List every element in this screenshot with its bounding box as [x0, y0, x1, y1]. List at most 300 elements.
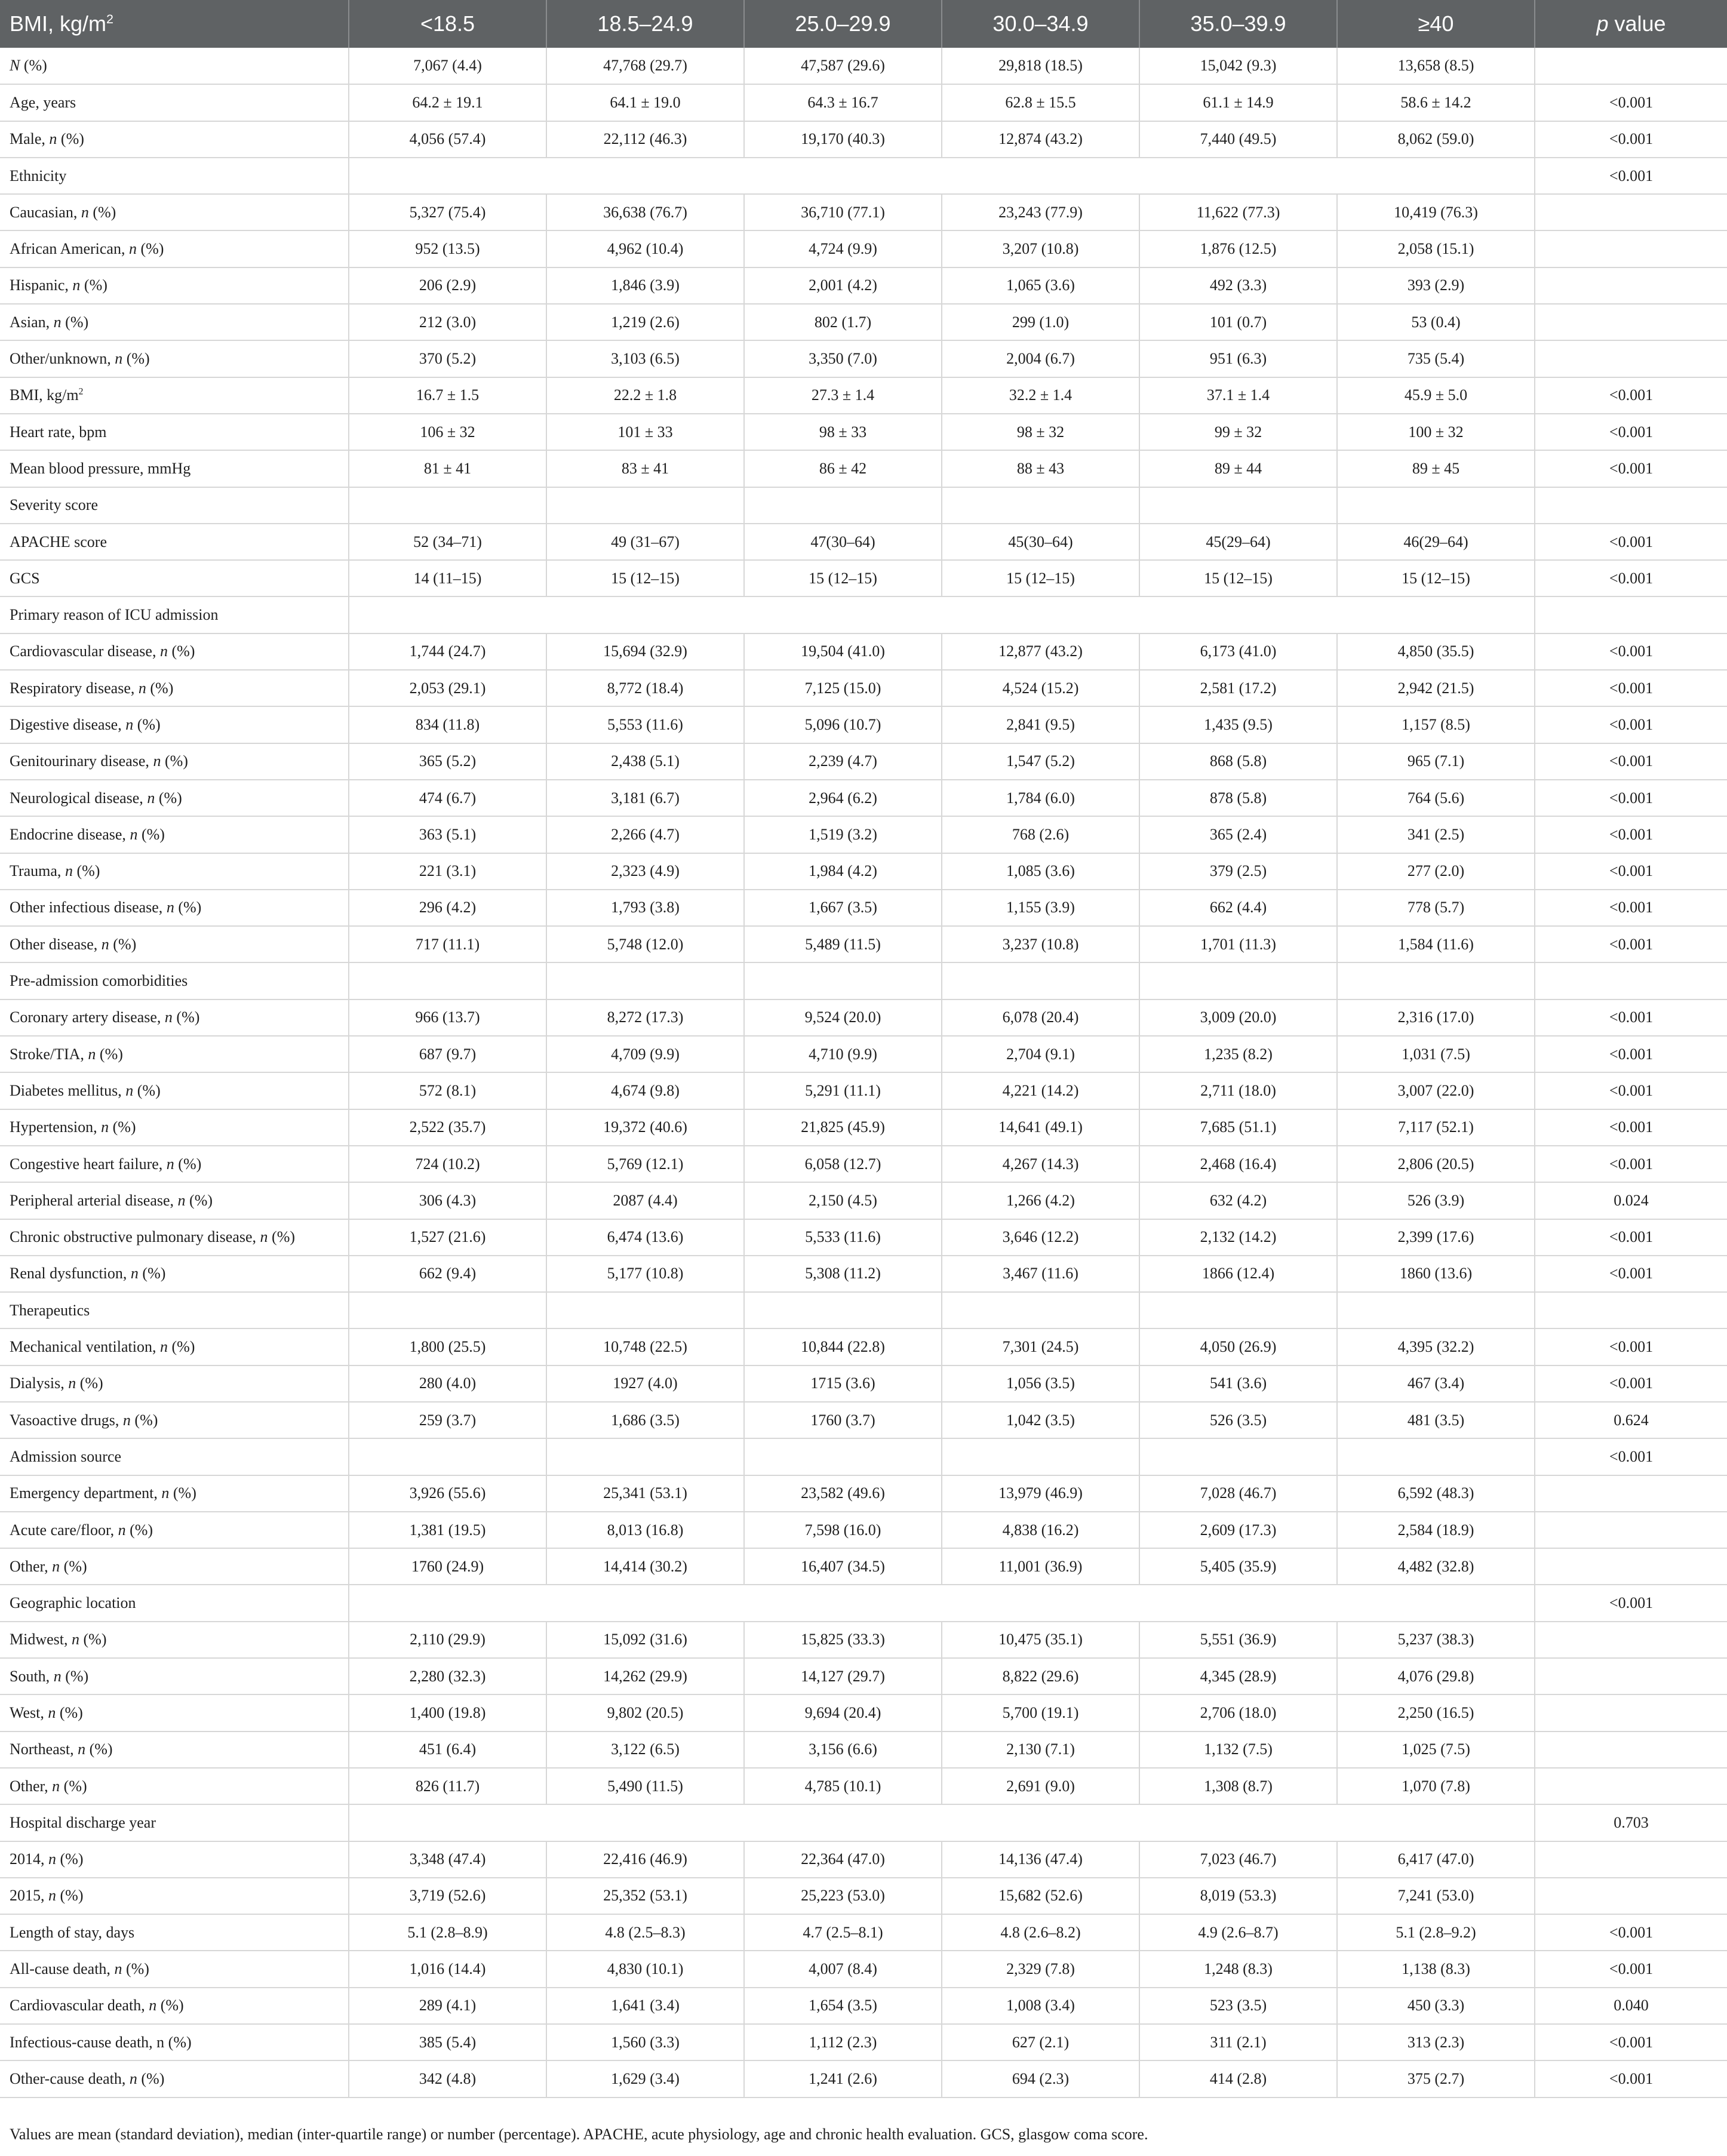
p-value-cell: <0.001: [1535, 1219, 1727, 1256]
value-cell: [942, 1438, 1139, 1475]
value-cell: 1,070 (7.8): [1337, 1768, 1535, 1804]
p-value-cell: <0.001: [1535, 1438, 1727, 1475]
p-value-cell: [1535, 1622, 1727, 1658]
value-cell: 15,694 (32.9): [546, 633, 744, 670]
value-cell: 15,092 (31.6): [546, 1622, 744, 1658]
row-label-italic: n: [48, 1887, 56, 1905]
row-label-text: Endocrine disease,: [10, 825, 130, 843]
row-label-italic: n: [118, 1521, 126, 1539]
value-cell: 1715 (3.6): [744, 1365, 942, 1402]
value-cell: [1337, 1292, 1535, 1328]
header-col-5: 35.0–39.9: [1139, 0, 1337, 48]
value-cell: 14,641 (49.1): [942, 1109, 1139, 1146]
row-label-italic: n: [166, 899, 174, 916]
row-label-suffix: (%): [57, 130, 84, 148]
row-label: [0, 194, 349, 230]
table-row: [0, 414, 1727, 450]
row-label: [0, 450, 349, 487]
value-cell: 7,598 (16.0): [744, 1512, 942, 1548]
value-cell: 365 (2.4): [1139, 816, 1337, 853]
row-label: [0, 1109, 349, 1146]
value-cell: [1139, 487, 1337, 524]
row-label-suffix: (%): [109, 1118, 136, 1136]
value-cell: 7,440 (49.5): [1139, 121, 1337, 158]
value-cell: [546, 1292, 744, 1328]
value-cell: 627 (2.1): [942, 2024, 1139, 2060]
table-row: [0, 2024, 1727, 2060]
value-cell: 13,658 (8.5): [1337, 48, 1535, 84]
value-cell: 14,136 (47.4): [942, 1841, 1139, 1878]
row-label-text: Pre-admission comorbidities: [10, 972, 188, 990]
value-cell: 2,239 (4.7): [744, 743, 942, 780]
value-cell: 764 (5.6): [1337, 780, 1535, 816]
value-cell: 6,058 (12.7): [744, 1146, 942, 1182]
row-label-suffix: (%): [79, 1631, 107, 1648]
header-col-3: 25.0–29.9: [744, 0, 942, 48]
value-cell: 2,329 (7.8): [942, 1951, 1139, 1987]
table-row: [0, 1622, 1727, 1658]
value-cell: 206 (2.9): [349, 267, 546, 304]
section-row: [0, 1804, 1727, 1841]
value-cell: 2,001 (4.2): [744, 267, 942, 304]
value-cell: 3,926 (55.6): [349, 1475, 546, 1512]
value-cell: 3,181 (6.7): [546, 780, 744, 816]
value-cell: 2,058 (15.1): [1337, 230, 1535, 267]
row-label: [0, 743, 349, 780]
value-cell: 5,489 (11.5): [744, 926, 942, 962]
value-cell: 4,056 (57.4): [349, 121, 546, 158]
row-label-text: Acute care/floor,: [10, 1521, 118, 1539]
value-cell: 1,266 (4.2): [942, 1182, 1139, 1219]
row-label: [0, 267, 349, 304]
value-cell: 19,504 (41.0): [744, 633, 942, 670]
p-value-cell: [1535, 194, 1727, 230]
row-label-italic: n: [166, 1155, 174, 1173]
value-cell: 1927 (4.0): [546, 1365, 744, 1402]
value-cell: 768 (2.6): [942, 816, 1139, 853]
value-cell: [942, 487, 1139, 524]
row-label-suffix: (%): [56, 1850, 84, 1868]
table-row: [0, 121, 1727, 158]
value-cell: 2,581 (17.2): [1139, 670, 1337, 706]
row-label-text: Vasoactive drugs,: [10, 1411, 123, 1429]
row-label-italic: n: [53, 1667, 62, 1685]
value-cell: 1,876 (12.5): [1139, 230, 1337, 267]
value-cell: 492 (3.3): [1139, 267, 1337, 304]
row-label-text: Severity score: [10, 496, 99, 514]
row-label-italic: N: [10, 57, 20, 75]
value-cell: 1,654 (3.5): [744, 1988, 942, 2024]
value-cell: 1,381 (19.5): [349, 1512, 546, 1548]
value-cell: 64.3 ± 16.7: [744, 84, 942, 121]
row-label-text: Digestive disease,: [10, 715, 126, 733]
value-cell: 36,638 (76.7): [546, 194, 744, 230]
p-value-cell: [1535, 1731, 1727, 1768]
p-value-cell: [1535, 962, 1727, 999]
row-label: [0, 1182, 349, 1219]
row-label: [0, 2060, 349, 2097]
table-row: [0, 84, 1727, 121]
value-cell: 1,065 (3.6): [942, 267, 1139, 304]
p-value-cell: <0.001: [1535, 706, 1727, 743]
value-cell: 1,308 (8.7): [1139, 1768, 1337, 1804]
p-value-cell: <0.001: [1535, 414, 1727, 450]
value-cell: 47(30–64): [744, 524, 942, 560]
value-cell: 1,219 (2.6): [546, 304, 744, 340]
row-label-italic: n: [128, 240, 137, 258]
value-cell: 11,622 (77.3): [1139, 194, 1337, 230]
row-label-italic: n: [159, 1338, 168, 1356]
p-value-cell: <0.001: [1535, 670, 1727, 706]
value-cell: 106 ± 32: [349, 414, 546, 450]
table-row: [0, 230, 1727, 267]
row-label-text: All-cause death,: [10, 1960, 115, 1978]
value-cell: 2,130 (7.1): [942, 1731, 1139, 1768]
p-value-cell: <0.001: [1535, 1146, 1727, 1182]
row-label-text: African American,: [10, 240, 129, 258]
row-label: [0, 1768, 349, 1804]
row-label-suffix: (%): [88, 203, 116, 221]
value-cell: 467 (3.4): [1337, 1365, 1535, 1402]
row-label-sup: 2: [78, 386, 84, 397]
row-label-italic: n: [130, 825, 138, 843]
value-cell: 22,364 (47.0): [744, 1841, 942, 1878]
row-label-suffix: (%): [80, 276, 107, 294]
row-label-suffix: (%): [156, 1997, 184, 2014]
value-cell: 36,710 (77.1): [744, 194, 942, 230]
row-label: [0, 999, 349, 1036]
row-label-suffix: (%): [125, 1521, 153, 1539]
row-label-suffix: (%): [96, 1045, 123, 1063]
value-cell: 4,830 (10.1): [546, 1951, 744, 1987]
value-cell: 2,150 (4.5): [744, 1182, 942, 1219]
table-row: [0, 1914, 1727, 1951]
row-label: [0, 1402, 349, 1438]
row-label-italic: n: [130, 1265, 139, 1282]
table-row: [0, 1182, 1727, 1219]
value-cell: 1,641 (3.4): [546, 1988, 744, 2024]
row-label-text: Heart rate, bpm: [10, 423, 107, 441]
row-label: [0, 121, 349, 158]
value-cell: 98 ± 33: [744, 414, 942, 450]
row-label-text: Cardiovascular death,: [10, 1997, 149, 2014]
merged-empty-cell: [349, 1585, 1535, 1621]
value-cell: 5.1 (2.8–9.2): [1337, 1914, 1535, 1951]
row-label-text: Northeast,: [10, 1740, 78, 1758]
value-cell: 3,646 (12.2): [942, 1219, 1139, 1256]
table-row: [0, 1548, 1727, 1585]
table-row: [0, 1402, 1727, 1438]
value-cell: 1,435 (9.5): [1139, 706, 1337, 743]
table-row: [0, 743, 1727, 780]
table-row: [0, 1219, 1727, 1256]
value-cell: 5,551 (36.9): [1139, 1622, 1337, 1658]
row-label-italic: n: [164, 1008, 173, 1026]
value-cell: 5,237 (38.3): [1337, 1622, 1535, 1658]
value-cell: 6,173 (41.0): [1139, 633, 1337, 670]
row-label-text: Length of stay, days: [10, 1923, 135, 1941]
value-cell: [744, 1438, 942, 1475]
header-p-value: [1535, 0, 1727, 48]
value-cell: 2,964 (6.2): [744, 780, 942, 816]
row-label-italic: n: [260, 1228, 268, 1246]
p-value-cell: [1535, 340, 1727, 377]
row-label: [0, 1072, 349, 1109]
value-cell: 5,533 (11.6): [744, 1219, 942, 1256]
value-cell: 632 (4.2): [1139, 1182, 1337, 1219]
p-value-cell: [1535, 1292, 1727, 1328]
p-value-cell: <0.001: [1535, 926, 1727, 962]
value-cell: 15 (12–15): [942, 560, 1139, 596]
table-row: [0, 780, 1727, 816]
row-label: [0, 377, 349, 414]
value-cell: 52 (34–71): [349, 524, 546, 560]
value-cell: 1,793 (3.8): [546, 890, 744, 926]
row-label: [0, 1292, 349, 1328]
value-cell: 25,352 (53.1): [546, 1878, 744, 1914]
table-footnote: Values are mean (standard deviation), median (inter-quartile range) or number (percentage). APACHE, acute physiology, age and chronic health evaluation. GCS, glasgow coma score.: [10, 2126, 1148, 2143]
value-cell: 16,407 (34.5): [744, 1548, 942, 1585]
row-label-italic: n: [125, 1081, 134, 1099]
value-cell: 88 ± 43: [942, 450, 1139, 487]
row-label-suffix: (%): [155, 789, 182, 807]
value-cell: 6,592 (48.3): [1337, 1475, 1535, 1512]
p-value-cell: <0.001: [1535, 743, 1727, 780]
row-label-italic: n: [52, 1777, 60, 1795]
value-cell: 4,267 (14.3): [942, 1146, 1139, 1182]
value-cell: 735 (5.4): [1337, 340, 1535, 377]
p-value-cell: <0.001: [1535, 121, 1727, 158]
p-value-cell: [1535, 1768, 1727, 1804]
table-row: [0, 267, 1727, 304]
value-cell: 1,008 (3.4): [942, 1988, 1139, 2024]
value-cell: 23,243 (77.9): [942, 194, 1139, 230]
header-bmi-text: BMI, kg/m: [10, 11, 107, 36]
value-cell: 414 (2.8): [1139, 2060, 1337, 2097]
value-cell: [744, 487, 942, 524]
value-cell: 2,316 (17.0): [1337, 999, 1535, 1036]
row-label-text: Coronary artery disease,: [10, 1008, 165, 1026]
row-label-text: Admission source: [10, 1447, 122, 1465]
table-row: [0, 194, 1727, 230]
row-label-suffix: (%): [138, 1265, 166, 1282]
value-cell: 19,372 (40.6): [546, 1109, 744, 1146]
header-col-2: 18.5–24.9: [546, 0, 744, 48]
row-label: [0, 48, 349, 84]
value-cell: 1,235 (8.2): [1139, 1036, 1337, 1072]
value-cell: 10,419 (76.3): [1337, 194, 1535, 230]
value-cell: 45(30–64): [942, 524, 1139, 560]
row-label-suffix: (%): [174, 899, 202, 916]
row-label-text: Therapeutics: [10, 1301, 90, 1319]
row-label-suffix: (%): [72, 862, 100, 880]
value-cell: 7,241 (53.0): [1337, 1878, 1535, 1914]
row-label: [0, 414, 349, 450]
value-cell: 5,405 (35.9): [1139, 1548, 1337, 1585]
table-row: [0, 890, 1727, 926]
value-cell: 37.1 ± 1.4: [1139, 377, 1337, 414]
row-label: [0, 1438, 349, 1475]
value-cell: 1,701 (11.3): [1139, 926, 1337, 962]
p-value-cell: 0.703: [1535, 1804, 1727, 1841]
value-cell: 834 (11.8): [349, 706, 546, 743]
value-cell: [349, 962, 546, 999]
p-value-cell: <0.001: [1535, 560, 1727, 596]
row-label-text: West,: [10, 1704, 48, 1721]
value-cell: 526 (3.5): [1139, 1402, 1337, 1438]
value-cell: 363 (5.1): [349, 816, 546, 853]
row-label: [0, 1658, 349, 1694]
row-label: [0, 1256, 349, 1292]
row-label: [0, 670, 349, 706]
value-cell: 966 (13.7): [349, 999, 546, 1036]
value-cell: 451 (6.4): [349, 1731, 546, 1768]
table-row: [0, 1256, 1727, 1292]
p-value-cell: [1535, 48, 1727, 84]
row-label-italic: n: [177, 1191, 186, 1209]
table-row: [0, 1475, 1727, 1512]
value-cell: 1860 (13.6): [1337, 1256, 1535, 1292]
row-label: [0, 1328, 349, 1365]
p-value-cell: <0.001: [1535, 633, 1727, 670]
table-row: [0, 1768, 1727, 1804]
value-cell: 101 ± 33: [546, 414, 744, 450]
row-label-suffix: (%): [161, 752, 188, 770]
header-p-italic: p: [1596, 11, 1609, 36]
value-cell: 694 (2.3): [942, 2060, 1139, 2097]
row-label-text: Stroke/TIA,: [10, 1045, 88, 1063]
table-row: [0, 1694, 1727, 1731]
row-label-suffix: (%): [172, 1008, 200, 1026]
value-cell: 46(29–64): [1337, 524, 1535, 560]
value-cell: 2,250 (16.5): [1337, 1694, 1535, 1731]
value-cell: 22.2 ± 1.8: [546, 377, 744, 414]
row-label: [0, 560, 349, 596]
value-cell: 4,524 (15.2): [942, 670, 1139, 706]
value-cell: 9,524 (20.0): [744, 999, 942, 1036]
row-label-suffix: (%): [167, 1338, 195, 1356]
row-label-text: Mechanical ventilation,: [10, 1338, 160, 1356]
value-cell: 474 (6.7): [349, 780, 546, 816]
value-cell: [1139, 962, 1337, 999]
p-value-cell: [1535, 267, 1727, 304]
value-cell: 2,266 (4.7): [546, 816, 744, 853]
row-label: [0, 158, 349, 194]
merged-empty-cell: [349, 158, 1535, 194]
p-value-cell: <0.001: [1535, 1914, 1727, 1951]
value-cell: 7,125 (15.0): [744, 670, 942, 706]
value-cell: 1,138 (8.3): [1337, 1951, 1535, 1987]
value-cell: 1,016 (14.4): [349, 1951, 546, 1987]
value-cell: 5,490 (11.5): [546, 1768, 744, 1804]
row-label-italic: n: [101, 1118, 109, 1136]
row-label-italic: n: [81, 203, 89, 221]
value-cell: 1,085 (3.6): [942, 853, 1139, 890]
value-cell: 9,694 (20.4): [744, 1694, 942, 1731]
row-label: [0, 962, 349, 999]
row-label-text: Midwest,: [10, 1631, 72, 1648]
row-label: [0, 304, 349, 340]
value-cell: 15 (12–15): [1139, 560, 1337, 596]
p-value-cell: <0.001: [1535, 1109, 1727, 1146]
value-cell: 365 (5.2): [349, 743, 546, 780]
header-bmi-sup: 2: [106, 11, 114, 26]
row-label-text: APACHE score: [10, 533, 107, 550]
row-label: [0, 1146, 349, 1182]
row-label-text: GCS: [10, 569, 40, 587]
p-value-cell: [1535, 1548, 1727, 1585]
value-cell: 1760 (3.7): [744, 1402, 942, 1438]
value-cell: 481 (3.5): [1337, 1402, 1535, 1438]
value-cell: 306 (4.3): [349, 1182, 546, 1219]
row-label-text: Other/unknown,: [10, 350, 115, 368]
row-label: [0, 1585, 349, 1621]
row-label-suffix: (%): [137, 825, 165, 843]
value-cell: 45.9 ± 5.0: [1337, 377, 1535, 414]
row-label-italic: n: [122, 1411, 131, 1429]
value-cell: 2087 (4.4): [546, 1182, 744, 1219]
value-cell: [1139, 1292, 1337, 1328]
value-cell: 4,709 (9.9): [546, 1036, 744, 1072]
value-cell: 4,962 (10.4): [546, 230, 744, 267]
value-cell: 1,248 (8.3): [1139, 1951, 1337, 1987]
value-cell: 22,112 (46.3): [546, 121, 744, 158]
row-label: [0, 1841, 349, 1878]
row-label-italic: n: [125, 715, 134, 733]
row-label-suffix: (%): [56, 1887, 84, 1905]
table-row: [0, 377, 1727, 414]
value-cell: 1,784 (6.0): [942, 780, 1139, 816]
row-label: [0, 706, 349, 743]
row-label-suffix: (%): [169, 1484, 196, 1502]
value-cell: 10,748 (22.5): [546, 1328, 744, 1365]
row-label-suffix: (%): [133, 1081, 161, 1099]
p-value-cell: [1535, 596, 1727, 633]
value-cell: 53 (0.4): [1337, 304, 1535, 340]
row-label-italic: n: [52, 1557, 60, 1575]
row-label-text: Asian,: [10, 313, 54, 331]
row-label-italic: n: [48, 1850, 56, 1868]
row-label-italic: n: [53, 313, 62, 331]
value-cell: 2,399 (17.6): [1337, 1219, 1535, 1256]
p-value-cell: <0.001: [1535, 524, 1727, 560]
row-label-text: Other infectious disease,: [10, 899, 167, 916]
value-cell: 8,772 (18.4): [546, 670, 744, 706]
value-cell: [546, 962, 744, 999]
value-cell: 299 (1.0): [942, 304, 1139, 340]
row-label-text: Infectious-cause death, n (%): [10, 2033, 192, 2051]
row-label: [0, 1512, 349, 1548]
row-label-text: Chronic obstructive pulmonary disease,: [10, 1228, 260, 1246]
p-value-cell: [1535, 304, 1727, 340]
value-cell: 1,667 (3.5): [744, 890, 942, 926]
value-cell: 1866 (12.4): [1139, 1256, 1337, 1292]
value-cell: 3,719 (52.6): [349, 1878, 546, 1914]
value-cell: 687 (9.7): [349, 1036, 546, 1072]
value-cell: 2,053 (29.1): [349, 670, 546, 706]
value-cell: [349, 1292, 546, 1328]
value-cell: 951 (6.3): [1139, 340, 1337, 377]
value-cell: 3,122 (6.5): [546, 1731, 744, 1768]
row-label-text: Other,: [10, 1777, 53, 1795]
value-cell: 47,768 (29.7): [546, 48, 744, 84]
value-cell: 1,400 (19.8): [349, 1694, 546, 1731]
row-label-italic: n: [147, 789, 155, 807]
value-cell: 14 (11–15): [349, 560, 546, 596]
value-cell: 27.3 ± 1.4: [744, 377, 942, 414]
row-label-suffix: (%): [85, 1740, 113, 1758]
row-label-text: Male,: [10, 130, 50, 148]
